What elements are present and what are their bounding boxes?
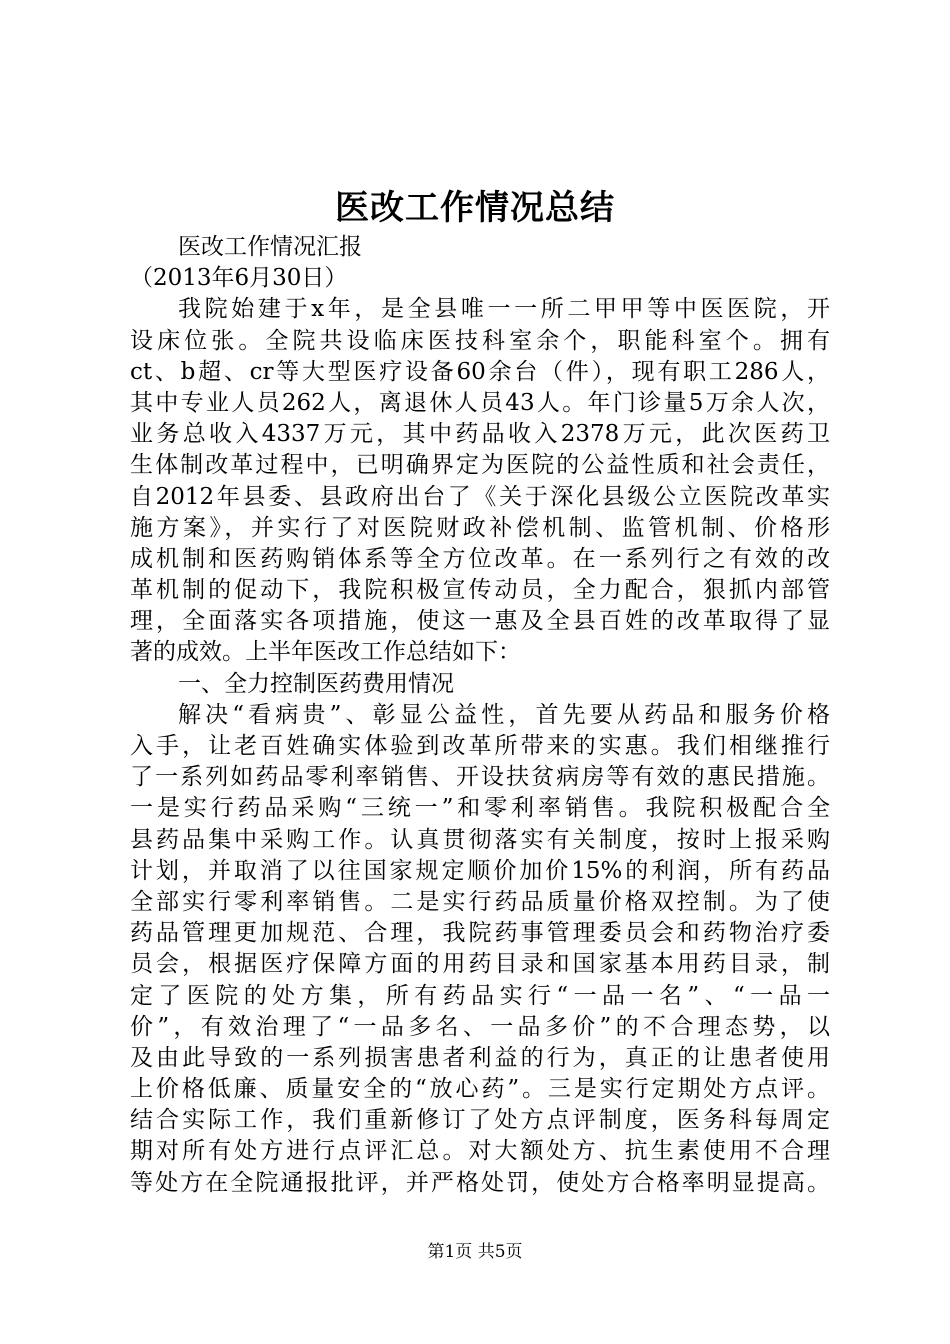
text-line: 著的成效。上半年医改工作总结如下：	[130, 639, 521, 666]
text-line: 一、全力控制医药费用情况	[178, 670, 454, 697]
text-line: 县药品集中采购工作。认真贯彻落实有关制度，按时上报采购	[130, 826, 830, 853]
text-line: 期对所有处方进行点评汇总。对大额处方、抗生素使用不合理	[130, 1138, 830, 1165]
text-line: 业务总收入4337万元，其中药品收入2378万元，此次医药卫	[130, 421, 830, 448]
text-line: 结合实际工作，我们重新修订了处方点评制度，医务科每周定	[130, 1107, 830, 1134]
text-line: 成机制和医药购销体系等全方位改革。在一系列行之有效的改	[130, 545, 830, 572]
text-line: 等处方在全院通报批评，并严格处罚，使处方合格率明显提高。	[130, 1169, 830, 1196]
text-line: 全部实行零利率销售。二是实行药品质量价格双控制。为了使	[130, 888, 830, 915]
text-line: 医改工作情况汇报	[178, 234, 362, 260]
text-line: 员会，根据医疗保障方面的用药目录和国家基本用药目录，制	[130, 951, 830, 978]
text-line: 革机制的促动下，我院积极宣传动员，全力配合，狠抓内部管	[130, 577, 830, 604]
text-line: 定了医院的处方集，所有药品实行“一品一名”、“一品一	[130, 982, 830, 1009]
text-line: 了一系列如药品零利率销售、开设扶贫病房等有效的惠民措施。	[130, 764, 830, 791]
text-line: 生体制改革过程中，已明确界定为医院的公益性质和社会责任，	[130, 452, 830, 479]
document-body	[130, 232, 830, 1199]
text-line: ct、b超、cr等大型医疗设备60余台（件），现有职工286人，	[130, 358, 830, 385]
text-line: 我院始建于x年，是全县唯一一所二甲甲等中医医院，开	[178, 296, 830, 323]
text-line: 及由此导致的一系列损害患者利益的行为，真正的让患者使用	[130, 1044, 830, 1071]
text-line: （2013年6月30日）	[130, 265, 348, 292]
text-line: 计划，并取消了以往国家规定顺价加价15%的利润，所有药品	[130, 857, 830, 884]
document-title: 医改工作情况总结	[335, 188, 615, 228]
text-line: 自2012年县委、县政府出台了《关于深化县级公立医院改革实	[130, 483, 830, 510]
text-line: 入手，让老百姓确实体验到改革所带来的实惠。我们相继推行	[130, 733, 830, 759]
text-line: 施方案》，并实行了对医院财政补偿机制、监管机制、价格形	[130, 514, 830, 541]
text-line: 药品管理更加规范、合理，我院药事管理委员会和药物治疗委	[130, 920, 830, 947]
text-line: 设床位张。全院共设临床医技科室余个，职能科室个。拥有	[130, 327, 830, 354]
text-line: 价”，有效治理了“一品多名、一品多价”的不合理态势，以	[130, 1013, 830, 1040]
page-footer: 第1页 共5页	[427, 1242, 523, 1262]
text-line: 解决“看病贵”、彰显公益性，首先要从药品和服务价格	[178, 701, 830, 728]
text-line: 一是实行药品采购“三统一”和零利率销售。我院积极配合全	[130, 795, 830, 822]
text-line: 其中专业人员262人，离退休人员43人。年门诊量5万余人次，	[130, 389, 830, 416]
text-line: 理，全面落实各项措施，使这一惠及全县百姓的改革取得了显	[130, 608, 830, 635]
text-line: 上价格低廉、质量安全的“放心药”。三是实行定期处方点评。	[130, 1076, 830, 1103]
